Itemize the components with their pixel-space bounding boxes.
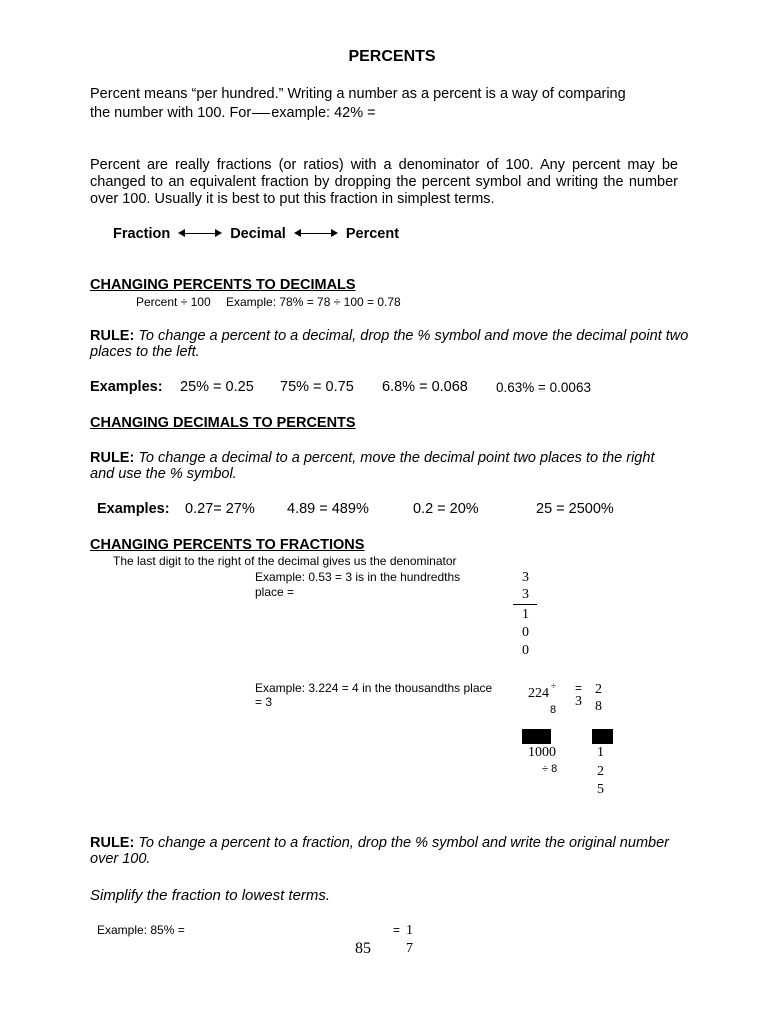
section-heading-percents-to-decimals: CHANGING PERCENTS TO DECIMALS (90, 277, 356, 293)
conversion-flow (113, 226, 399, 243)
fraction-digit: 2 (597, 764, 604, 779)
rule-label: RULE: (90, 328, 135, 344)
example-item: 4.89 = 489% (287, 501, 369, 517)
example-item: 0.2 = 20% (413, 501, 479, 517)
fractions-paragraph: Percent are really fractions (or ratios) with a denominator of 100. Any percent may be changed to an equivalent fraction by dropping the percent symbol and writing the number over 100. Usually it is best to put this fraction in simplest terms. (90, 157, 678, 207)
example-item: 25 = 2500% (536, 501, 614, 517)
example-1-line-2: place = (255, 585, 295, 599)
flow-fraction: Fraction (113, 226, 171, 242)
fraction-digit: 3 (522, 587, 529, 602)
equals-sign: = (575, 681, 583, 695)
rule-2 (90, 450, 654, 467)
divisor: 8 (550, 704, 557, 716)
rule-text: To change a decimal to a percent, move the decimal point two places to the right (138, 450, 655, 466)
rule-text-cont: and use the % symbol. (90, 466, 237, 482)
example-item: 75% = 0.75 (280, 379, 354, 395)
examples-label: Examples: (90, 379, 163, 395)
divide-sign: ÷ (551, 681, 556, 691)
rule-3 (90, 835, 669, 852)
example-1-line-1: Example: 0.53 = 3 is in the hundredths (255, 570, 461, 584)
section-heading-percents-to-fractions: CHANGING PERCENTS TO FRACTIONS (90, 537, 365, 553)
example-item: 25% = 0.25 (180, 379, 254, 395)
example-2-line-1: Example: 3.224 = 4 in the thousandths place (255, 681, 493, 695)
fraction-bar (513, 604, 537, 605)
double-arrow-icon (178, 233, 222, 235)
denominator-divisor: ÷ 8 (542, 763, 558, 775)
simplify-note: Simplify the fraction to lowest terms. (90, 887, 331, 904)
redaction-block (522, 729, 551, 744)
example-formula: Example: 78% = 78 ÷ 100 = 0.78 (226, 295, 401, 309)
example-2-line-2: = 3 (255, 695, 273, 709)
example-3-label: Example: 85% = (97, 923, 185, 937)
rule-label: RULE: (90, 450, 135, 466)
double-arrow-icon (294, 233, 338, 235)
fraction-digit: 3 (575, 694, 582, 709)
fraction-digit: 5 (597, 782, 604, 797)
flow-percent: Percent (345, 226, 400, 242)
flow-decimal: Decimal (230, 226, 286, 242)
rule-text: To change a percent to a decimal, drop the % symbol and move the decimal point two (138, 328, 689, 344)
rule-1 (90, 328, 688, 345)
fraction-digit: 3 (522, 570, 529, 585)
section-heading-decimals-to-percents: CHANGING DECIMALS TO PERCENTS (90, 415, 356, 431)
rule-text-cont: over 100. (90, 851, 151, 867)
fraction-numerator: 85 (355, 940, 371, 957)
fraction-digit: 1 (522, 607, 529, 622)
dash-line (252, 113, 270, 114)
example-item: 0.63% = 0.0063 (496, 380, 591, 395)
redaction-block (592, 729, 613, 744)
formula: Percent ÷ 100 (136, 295, 211, 309)
page-title: PERCENTS (348, 48, 436, 65)
equals-sign: = (393, 923, 401, 937)
fraction-digit: 0 (522, 625, 529, 640)
example-item: 6.8% = 0.068 (382, 379, 468, 395)
numerator: 224 (528, 686, 549, 701)
intro-line-2-b: example: 42% = (271, 105, 376, 121)
fraction-digit: 1 (597, 745, 604, 760)
intro-line-2-a: the number with 100. For (90, 105, 252, 121)
intro-line-1: Percent means “per hundred.” Writing a number as a percent is a way of comparing (90, 86, 626, 102)
fraction-digit: 8 (595, 699, 602, 714)
examples-label: Examples: (97, 501, 170, 517)
rule-label: RULE: (90, 835, 135, 851)
denominator: 1000 (528, 745, 556, 760)
denominator-note: The last digit to the right of the decimal gives us the denominator (113, 554, 457, 568)
fraction-digit: 7 (406, 941, 413, 956)
fraction-digit: 0 (522, 643, 529, 658)
intro-line-2 (90, 105, 376, 122)
rule-text-cont: places to the left. (90, 344, 200, 360)
fraction-digit: 1 (406, 923, 413, 938)
example-item: 0.27= 27% (185, 501, 255, 517)
fraction-digit: 2 (595, 682, 602, 697)
rule-text: To change a percent to a fraction, drop the % symbol and write the original number (138, 835, 669, 851)
